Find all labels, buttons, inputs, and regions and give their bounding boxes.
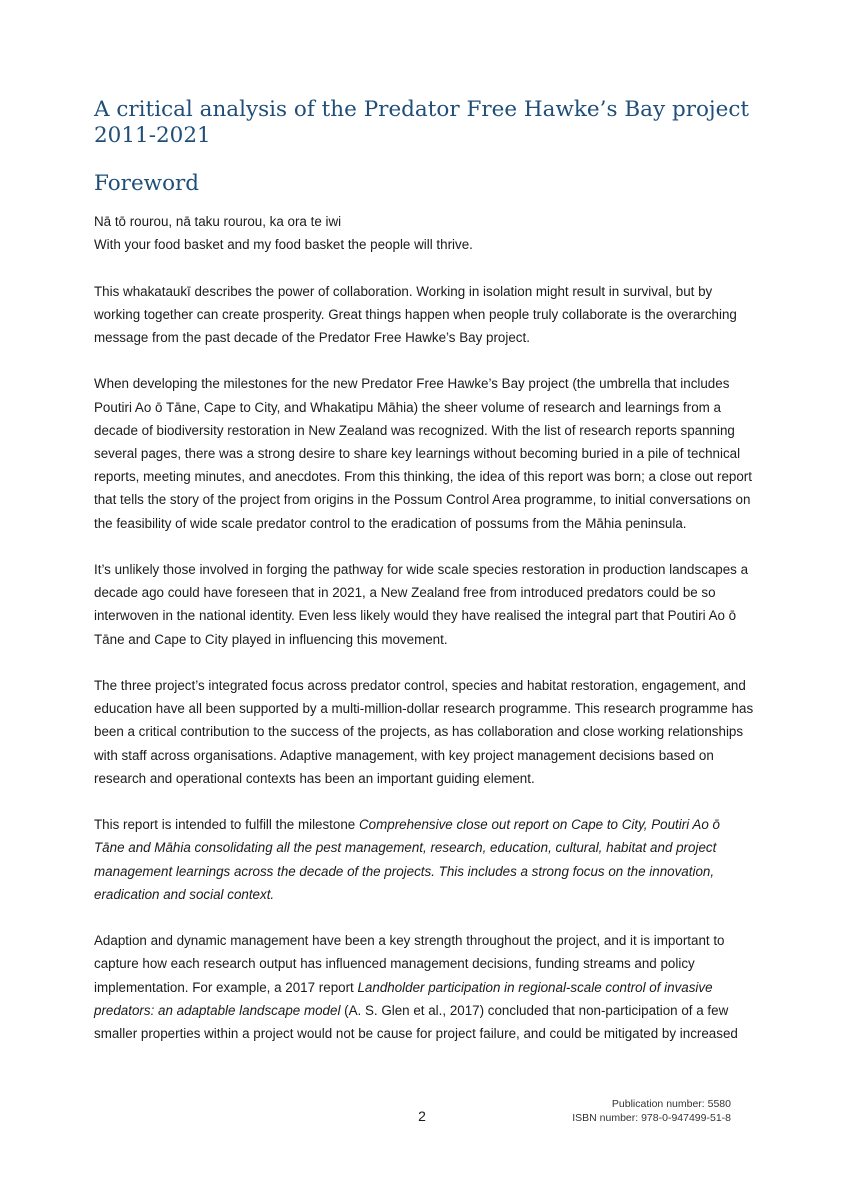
page-number: 2 [418, 1108, 426, 1124]
publication-info [572, 1097, 731, 1125]
report-purpose-lead: This report is intended to fulfill the milestone [94, 817, 359, 833]
paragraph-collaboration: This whakataukī describes the power of collaboration. Working in isolation might result in survival, but by working together can create prosperity. Great things happen when people truly collaborate is the overarching message from the past decade of the Predator Free Hawke’s Bay project. [94, 283, 737, 345]
cited-report-title: Landholder participation in regional-scale control of invasive predators: an adaptable landscape model [94, 979, 713, 1018]
paragraph-milestones: When developing the milestones for the new Predator Free Hawke’s Bay project (the umbrella that includes Poutiri Ao ō Tāne, Cape to City, and Whakatipu Māhia) the sheer volume of research and learnings from a decade of biodiversity restoration in New Zealand was recognized. With the list of research reports spanning several pages, there was a strong desire to share key learnings without becoming buried in a pile of technical reports, meeting minutes, and anecdotes. From this thinking, the idea of this report was born; a close out report that tells the story of the project from origins in the Possum Control Area programme, to initial conversations on the feasibility of wide scale predator control to the eradication of possums from the Māhia peninsula. [94, 376, 752, 531]
paragraph-adaptive-management [94, 929, 754, 1045]
foreword-body [94, 210, 754, 1068]
document-title: A critical analysis of the Predator Free Hawke’s Bay project 2011-2021 [94, 97, 750, 148]
whakatauki-maori: Nā tō rourou, nā taku rourou, ka ora te iwi [94, 214, 342, 229]
adaptive-management-tail: (A. S. Glen et al., 2017) concluded that non-participation of a few smaller properties within a project would not be cause for project failure, and could be mitigated by increased [94, 1002, 738, 1042]
publication-number: Publication number: 5580 [611, 1098, 731, 1110]
milestone-title: Comprehensive close out report on Cape to City, Poutiri Ao ō Tāne and Māhia consolidating all the pest management, research, education, cultural, habitat and project management learnings across the decade of the projects. This includes a strong focus on the innovation, eradication and social context. [94, 817, 720, 902]
whakatauki-english: With your food basket and my food basket the people will thrive. [94, 237, 473, 253]
isbn-number: ISBN number: 978-0-947499-51-8 [572, 1112, 731, 1124]
paragraph-research-programme: The three project’s integrated focus across predator control, species and habitat restoration, engagement, and education have all been supported by a multi-million-dollar research programme. This research programme has been a critical contribution to the success of the projects, as has collaboration and close working relationships with staff across organisations. Adaptive management, with key project management decisions based on research and operational contexts has been an important guiding element. [94, 678, 754, 786]
section-heading-foreword: Foreword [94, 171, 200, 196]
adaptive-management-lead: Adaption and dynamic management have been a key strength throughout the project, and it is important to capture how each research output has influenced management decisions, funding streams and policy implementation. For example, a 2017 report [94, 933, 725, 995]
paragraph-report-purpose [94, 813, 754, 906]
paragraph-national-identity: It’s unlikely those involved in forging the pathway for wide scale species restoration in production landscapes a decade ago could have foreseen that in 2021, a New Zealand free from introduced predators could be so interwoven in the national identity. Even less likely would they have realised the integral part that Poutiri Ao ō Tāne and Cape to City played in influencing this movement. [94, 562, 749, 647]
